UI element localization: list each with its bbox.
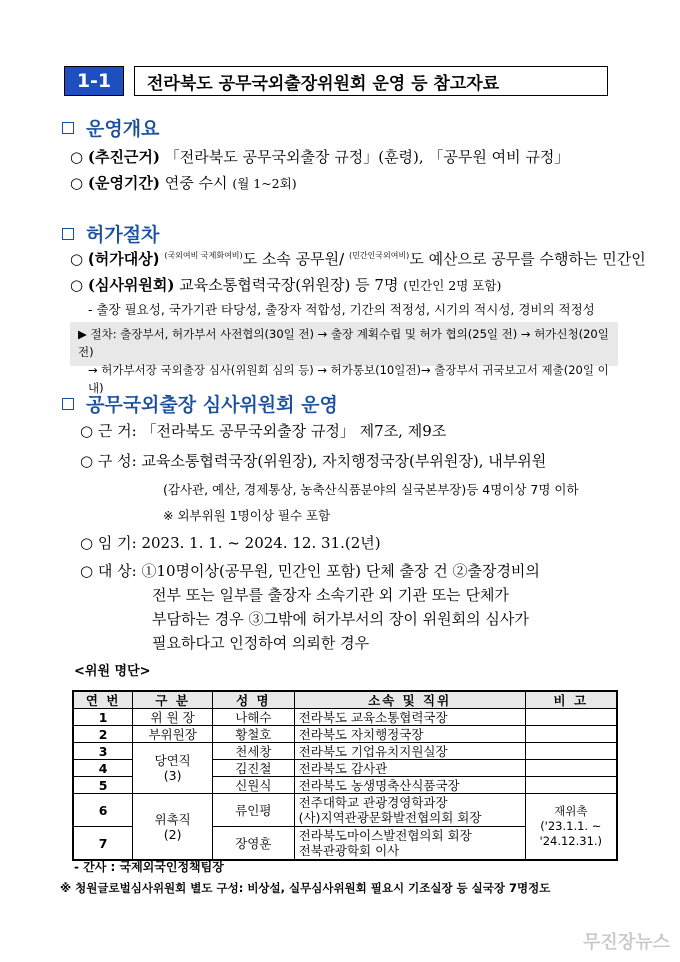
header-name: 성 명 [213,691,295,709]
category-internal-label: 당연직 [154,753,191,768]
header-affiliation: 소속 및 직위 [294,691,525,709]
table-header-row [73,691,617,709]
row-name: 황철호 [213,726,295,743]
table-row [73,794,617,827]
section-overview-heading [62,114,159,141]
affiliation-line-1: 전주대학교 관광경영학과장 [298,795,448,810]
square-bullet-icon [62,228,74,240]
target-sup2: (민간인국외여비) [348,251,410,260]
affiliation-line-2: (사)지역관광문화발전협의회 회장 [298,810,482,825]
row-name: 신원식 [213,777,295,794]
row-affiliation: 전라북도 기업유치지원실장 [294,743,525,760]
row-affiliation: 전라북도 감사관 [294,760,525,777]
section-header [64,66,608,96]
target-line-1: ①10명이상(공무원, 민간인 포함) 단체 출장 건 ②출장경비의 [141,562,540,580]
row-no: 7 [73,827,133,861]
row-remarks [525,760,617,777]
section-permit-heading [62,220,159,247]
procedure-line-2: → 허가부서장 국외출장 심사(위원회 심의 등) → 허가통보(10일전)→ 출장부서 귀국보고서 제출(20일 이내) [88,363,609,395]
remark-line-3: '24.12.31.) [539,834,603,848]
period-label: (운영기간) [87,174,161,192]
basis-label: (추진근거) [87,148,161,166]
row-name: 류인평 [213,794,295,827]
row-remarks [525,743,617,760]
section-permit-title: 허가절차 [86,224,160,246]
section-overview-title: 운영개요 [86,118,160,140]
target-text1: 도 소속 공무원/ [242,250,345,268]
committee-text: 교육소통협력국장(위원장) 등 7명 [179,276,399,294]
row-name: 김진철 [213,760,295,777]
row-category-external [133,794,213,861]
term-value: 2023. 1. 1. ~ 2024. 12. 31.(2년) [141,534,381,552]
row-affiliation [294,827,525,861]
row-no: 4 [73,760,133,777]
header-remarks: 비 고 [525,691,617,709]
procedure-line-1: ▶ 절차: 출장부서, 허가부서 사전협의(30일 전) → 출장 계획수립 및 허가 협의(25일 전) → 허가신청(20일 전) [78,327,609,359]
committee-label: (심사위원회) [87,276,175,294]
committee-composition-line: ○ 구 성: 교육소통협력국장(위원장), 자치행정국장(부위원장), 내부위원 [80,452,547,470]
period-text: 연중 수시 [164,174,228,192]
row-remarks [525,777,617,794]
row-affiliation [294,794,525,827]
committee-basis-line: ○ 근 거: 「전라북도 공무국외출장 규정」 제7조, 제9조 [80,422,447,440]
target-line-2: 전부 또는 일부를 출장자 소속기관 외 기관 또는 단체가 [152,586,509,604]
permit-target-line: ○ (허가대상) $^{(국외여비 국제화여비)}$도 소속 공무원/ $^{(민간인국외여비)}$도 예산으로 공무를 수행하는 민간인 [70,250,646,268]
row-name: 장영훈 [213,827,295,861]
table-row [73,743,617,760]
section-number-badge: 1-1 [64,66,124,96]
row-no: 6 [73,794,133,827]
section-committee-heading [62,390,338,417]
composition-detail-line: (감사관, 예산, 경제통상, 농축산식품분야의 실국본부장)등 4명이상 7명 이하 [163,482,579,497]
remark-line-2: ('23.1.1. ~ [540,819,602,833]
composition-label: 구 성: [97,452,137,470]
remark-line-1: 재위촉 [554,804,588,818]
page-title: 전라북도 공무국외출장위원회 운영 등 참고자료 [134,66,608,96]
row-name: 나해수 [213,709,295,726]
review-criteria-line: - 출장 필요성, 국가기관 타당성, 출장자 적합성, 기간의 적정성, 시기의 적시성, 경비의 적정성 [88,302,595,317]
target-label: 대 상: [97,562,137,580]
square-bullet-icon [62,398,74,410]
secretary-note: - 간사 : 국제외국인정책팀장 [74,860,224,874]
table-row [73,709,617,726]
basis-value: 「전라북도 공무국외출장 규정」 제7조, 제9조 [141,422,447,440]
row-no: 2 [73,726,133,743]
affiliation-line-2: 전북관광학회 이사 [298,843,400,858]
target-text2: 도 예산으로 공무를 수행하는 민간인 [409,250,646,268]
target-label: (허가대상) [87,250,160,268]
row-affiliation: 전라북도 농생명축산식품국장 [294,777,525,794]
committee-target-line: ○ 대 상: ①10명이상(공무원, 민간인 포함) 단체 출장 건 ②출장경비의 [80,562,540,580]
basis-label: 근 거: [97,422,137,440]
term-label: 임 기: [97,534,137,552]
footer-note: ※ 청원글로벌심사위원회 별도 구성: 비상설, 실무심사위원회 필요시 기조실장 등 실국장 7명정도 [60,881,551,895]
row-category-internal [133,743,213,794]
composition-value: 교육소통협력국장(위원장), 자치행정국장(부위원장), 내부위원 [141,452,547,470]
row-remarks [525,726,617,743]
row-no: 1 [73,709,133,726]
affiliation-line-1: 전라북도마이스발전협의회 회장 [298,828,472,843]
row-affiliation: 전라북도 교육소통협력국장 [294,709,525,726]
header-category: 구 분 [133,691,213,709]
header-no: 연 번 [73,691,133,709]
row-remarks [525,709,617,726]
section-committee-title: 공무국외출장 심사위원회 운영 [86,394,338,416]
square-bullet-icon [62,122,74,134]
row-remarks-reappointed [525,794,617,861]
target-line-3: 부담하는 경우 ③그밖에 허가부서의 장이 위원회의 심사가 [152,610,529,628]
committee-term-line: ○ 임 기: 2023. 1. 1. ~ 2024. 12. 31.(2년) [80,534,381,552]
row-category: 부위원장 [133,726,213,743]
composition-note: ※ 외부위원 1명이상 필수 포함 [163,508,331,523]
target-sup1: (국외여비 국제화여비) [164,251,243,260]
member-table [72,690,618,861]
category-external-label: 위촉직 [154,811,191,827]
procedure-box [70,322,618,395]
overview-period-line: ○ (운영기간) 연중 수시 (월 1~2회) [70,174,297,192]
watermark: 무진장뉴스 [583,932,670,953]
row-affiliation: 전라북도 자치행정국장 [294,726,525,743]
category-internal-count: (3) [163,768,182,783]
row-no: 3 [73,743,133,760]
table-row [73,726,617,743]
basis-text: 「전라북도 공무국외출장 규정」(훈령), 「공무원 여비 규정」 [164,148,570,166]
category-external-count: (2) [163,826,182,842]
permit-committee-line: ○ (심사위원회) 교육소통협력국장(위원장) 등 7명 (민간인 2명 포함) [70,276,502,294]
target-line-4: 필요하다고 인정하여 의뢰한 경우 [152,634,370,652]
member-list-title: <위원 명단> [74,664,151,679]
period-small: (월 1~2회) [232,176,297,191]
row-category: 위 원 장 [133,709,213,726]
committee-small: (민간인 2명 포함) [403,278,502,293]
row-name: 천세창 [213,743,295,760]
row-no: 5 [73,777,133,794]
overview-basis-line: ○ (추진근거) 「전라북도 공무국외출장 규정」(훈령), 「공무원 여비 규정」 [70,148,570,166]
